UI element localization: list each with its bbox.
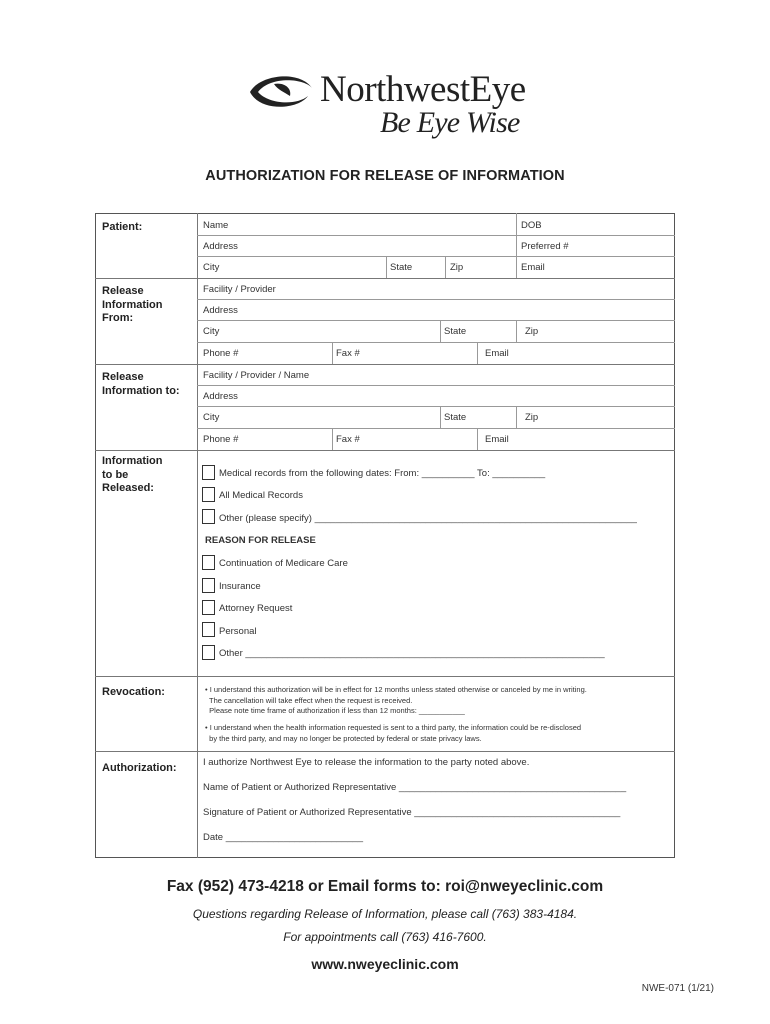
other-specify-checkbox[interactable] [202, 509, 215, 524]
label-line: Information [102, 298, 163, 311]
dates-option-label: Medical records from the following dates: From: __________ To: __________ [219, 468, 546, 479]
row-divider [197, 235, 675, 236]
authorization-section-label: Authorization: [102, 762, 177, 774]
row-divider [197, 342, 675, 343]
row-divider [197, 406, 675, 407]
from-zip-field[interactable]: Zip [525, 326, 539, 337]
column-divider [332, 342, 333, 364]
to-phone-field[interactable]: Phone # [203, 434, 239, 445]
logo-tagline: Be Eye Wise [380, 106, 520, 139]
revocation-section-label: Revocation: [102, 686, 165, 698]
patient-section-label: Patient: [102, 221, 143, 233]
website-link[interactable]: www.nweyeclinic.com [311, 956, 459, 972]
row-divider [197, 428, 675, 429]
to-state-field[interactable]: State [444, 412, 467, 423]
section-divider [95, 364, 675, 365]
insurance-label: Insurance [219, 581, 261, 592]
column-divider [516, 320, 517, 342]
patient-zip-field[interactable]: Zip [450, 262, 464, 273]
patient-preferred-phone-field[interactable]: Preferred # [521, 241, 569, 252]
patient-dob-field[interactable]: DOB [521, 220, 542, 231]
section-divider [95, 450, 675, 451]
other-reason-label: Other ____________________________________________________________________ [219, 648, 605, 659]
label-line: Release [102, 285, 144, 297]
column-divider [516, 406, 517, 428]
personal-label: Personal [219, 626, 257, 637]
from-facility-field[interactable]: Facility / Provider [203, 284, 276, 295]
label-line: Information [102, 455, 163, 467]
label-column-divider [197, 213, 198, 858]
column-divider [440, 320, 441, 342]
release-to-section-label [102, 371, 180, 398]
other-specify-option-label: Other (please specify) _____________________________________________________________ [219, 513, 637, 524]
row-divider [197, 299, 675, 300]
all-records-option-label: All Medical Records [219, 490, 303, 501]
section-divider [95, 676, 675, 677]
revocation-bullet-2 [205, 723, 581, 744]
column-divider [516, 213, 517, 278]
questions-contact: Questions regarding Release of Information, please call (763) 383-4184. [192, 907, 578, 921]
label-line: Released: [102, 482, 154, 494]
patient-city-field[interactable]: City [203, 262, 220, 273]
other-reason-checkbox[interactable] [202, 645, 215, 660]
revocation-text-line: Please note time frame of authorization if less than 12 months: ___________ [205, 706, 465, 715]
reason-heading: REASON FOR RELEASE [205, 535, 316, 546]
from-address-field[interactable]: Address [203, 305, 238, 316]
revocation-text-line: by the third party, and may no longer be protected by federal or state privacy laws. [205, 733, 482, 743]
from-city-field[interactable]: City [203, 326, 220, 337]
from-phone-field[interactable]: Phone # [203, 348, 239, 359]
row-divider [197, 385, 675, 386]
column-divider [386, 256, 387, 278]
column-divider [477, 428, 478, 450]
from-fax-field[interactable]: Fax # [336, 348, 360, 359]
medicare-care-label: Continuation of Medicare Care [219, 558, 348, 569]
column-divider [445, 256, 446, 278]
northwest-eye-logo [248, 68, 528, 144]
eye-logo-icon [248, 70, 314, 116]
attorney-request-checkbox[interactable] [202, 600, 215, 615]
to-address-field[interactable]: Address [203, 391, 238, 402]
revocation-text-line: • I understand this authorization will be in effect for 12 months unless stated otherwise or canceled by me in writing. [205, 685, 587, 694]
revocation-text-line: • I understand when the health information requested is sent to a third party, the information could be re-disclosed [205, 723, 582, 732]
column-divider [477, 342, 478, 364]
all-records-checkbox[interactable] [202, 487, 215, 502]
to-zip-field[interactable]: Zip [525, 412, 539, 423]
patient-name-field[interactable]: Name [203, 220, 229, 231]
label-line: Release [102, 371, 144, 383]
to-facility-field[interactable]: Facility / Provider / Name [203, 370, 310, 381]
personal-checkbox[interactable] [202, 622, 215, 637]
medicare-care-checkbox[interactable] [202, 555, 215, 570]
section-divider [95, 278, 675, 279]
representative-name-line[interactable]: Name of Patient or Authorized Representative ___________________________________________ [203, 782, 627, 793]
label-line: Information to: [102, 384, 180, 397]
from-email-field[interactable]: Email [485, 348, 509, 359]
date-line[interactable]: Date __________________________ [203, 832, 364, 843]
label-line: From: [102, 312, 134, 324]
row-divider [197, 256, 675, 257]
fax-email-instructions: Fax (952) 473-4218 or Email forms to: roi@nweyeclinic.com [166, 878, 604, 895]
column-divider [440, 406, 441, 428]
dates-checkbox[interactable] [202, 465, 215, 480]
to-city-field[interactable]: City [203, 412, 220, 423]
to-fax-field[interactable]: Fax # [336, 434, 360, 445]
logo-brand-name: NorthwestEye [320, 69, 526, 110]
release-from-section-label [102, 285, 163, 326]
patient-state-field[interactable]: State [390, 262, 413, 273]
document-title: AUTHORIZATION FOR RELEASE OF INFORMATION [205, 168, 565, 184]
appointments-contact: For appointments call (763) 416-7600. [283, 930, 487, 944]
insurance-checkbox[interactable] [202, 578, 215, 593]
info-released-section-label [102, 455, 163, 496]
revocation-bullet-1 [205, 685, 587, 717]
patient-email-field[interactable]: Email [521, 262, 545, 273]
attorney-request-label: Attorney Request [219, 603, 293, 614]
label-line: to be [102, 468, 129, 481]
column-divider [332, 428, 333, 450]
section-divider [95, 751, 675, 752]
patient-address-field[interactable]: Address [203, 241, 238, 252]
authorization-statement: I authorize Northwest Eye to release the information to the party noted above. [203, 757, 530, 768]
representative-signature-line[interactable]: Signature of Patient or Authorized Representative _______________________________________ [203, 807, 621, 818]
form-code: NWE-071 (1/21) [641, 983, 714, 994]
from-state-field[interactable]: State [444, 326, 467, 337]
revocation-text-line: The cancellation will take effect when the request is received. [205, 695, 413, 705]
to-email-field[interactable]: Email [485, 434, 509, 445]
row-divider [197, 320, 675, 321]
